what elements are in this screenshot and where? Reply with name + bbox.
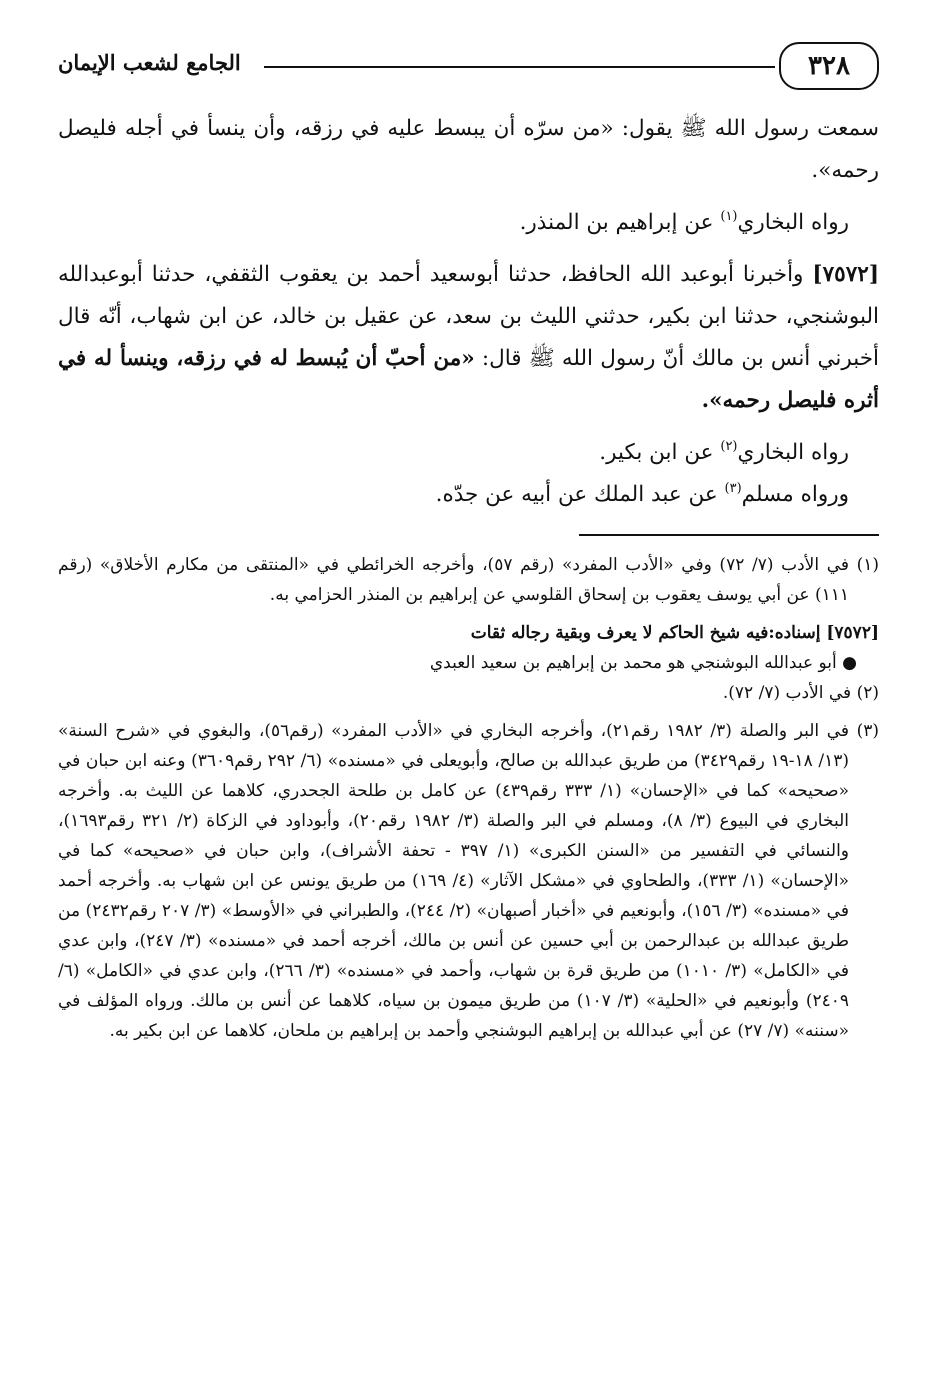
page-header	[58, 38, 879, 108]
bullet-icon: ●	[836, 653, 857, 673]
narration-bukhari-1	[58, 202, 879, 244]
narration-bukhari-2	[58, 432, 879, 474]
isnad-note: [٧٥٧٢] إسناده:فيه شيخ الحاكم لا يعرف وبقية رجاله ثقات	[470, 623, 879, 643]
page-number: ٣٢٨	[779, 42, 879, 90]
narration-text: عن إبراهيم بن المنذر.	[519, 210, 721, 235]
narration-text: عن عبد الملك عن أبيه عن جدّه.	[435, 482, 725, 507]
narration-muslim	[58, 474, 879, 516]
hadith-number: [٧٥٧٢]	[812, 262, 879, 287]
narration-text: رواه البخاري	[737, 210, 849, 235]
header-rule	[264, 66, 775, 68]
footnote-ref-3: (٣)	[724, 481, 742, 496]
footnote-3: (٣) في البر والصلة (٣/ ١٩٨٢ رقم٢١)، وأخرجه البخاري في «الأدب المفرد» (رقم٥٦)، والبغوي في «شرح السنة» (١٣/ ١٨-١٩ رقم٣٤٢٩) من طريق عبدالله بن صالح، وأبويعلى في «مسنده» (٦/ ٢٩٢ رقم٣٦٠٩) وعنه ابن حبان في «صحيحه» كما في «الإحسان» (١/ ٣٣٣ رقم٤٣٩) عن كامل بن طلحة الجحدري، كلاهما عن الليث به. وأخرجه البخاري في البيوع (٣/ ٨)، ومسلم في البر والصلة (٣/ ١٩٨٢ رقم٢٠)، وأبوداود في الزكاة (٢/ ٣٢١ رقم١٦٩٣)، والنسائي في التفسير من «السنن الكبرى» (١/ ٣٩٧ - تحفة الأشراف)، وابن حبان في «صحيحه» كما في «الإحسان» (١/ ٣٣٣)، والطحاوي في «مشكل الآثار» (٤/ ١٦٩) من طريق يونس عن ابن شهاب به. وأخرجه أحمد في «مسنده» (٣/ ١٥٦)، وأبونعيم في «أخبار أصبهان» (٢/ ٢٤٤)، والطبراني في «الأوسط» (٣/ ٢٠٧ رقم٢٤٣٢) من طريق عبدالله بن عبدالرحمن بن أبي حسين عن أنس بن مالك، أخرجه أحمد في «مسنده» (٣/ ٢٤٧)، وابن عدي في «الكامل» (٣/ ١٠١٠) من طريق قرة بن شهاب، وأحمد في «مسنده» (٣/ ٢٦٦)، وابن عدي في «الكامل» (٦/ ٢٤٠٩) وأبونعيم في «الحلية» (٣/ ١٠٧) من طريق ميمون بن سياه، كلاهما عن أنس بن مالك. ورواه المؤلف في «سننه» (٧/ ٢٧) عن أبي عبدالله بن إبراهيم البوشنجي وأحمد بن إبراهيم بن ملحان، كلاهما عن ابن بكير به.	[58, 721, 879, 1041]
footnote-ref-1: (١)	[720, 209, 738, 224]
hadith-quote: «من أحبّ أن يُبسط له في رزقه، وينسأ له في أثره فليصل رحمه».	[58, 346, 879, 413]
narration-text: عن ابن بكير.	[599, 440, 721, 465]
main-text	[58, 108, 879, 516]
hadith-text-continued: سمعت رسول الله ﷺ يقول: «من سرّه أن يبسط عليه في رزقه، وأن ينسأ في أجله فليصل رحمه».	[58, 116, 879, 183]
footnote-1: (١) في الأدب (٧/ ٧٢) وفي «الأدب المفرد» (رقم ٥٧)، وأخرجه الخرائطي في «المنتقى من مكارم الأخلاق» (رقم ١١١) عن أبي يوسف يعقوب بن إسحاق القلوسي عن إبراهيم بن المنذر الحزامي به.	[58, 555, 880, 605]
narration-text: ورواه مسلم	[741, 482, 849, 507]
book-title: الجامع لشعب الإيمان	[58, 50, 241, 75]
footnote-ref-2: (٢)	[720, 439, 738, 454]
hadith-7572	[58, 254, 879, 422]
bullet-text: أبو عبدالله البوشنجي هو محمد بن إبراهيم بن سعيد العبدي	[429, 653, 837, 673]
bullet-note	[58, 648, 879, 678]
footnotes	[58, 550, 879, 1046]
footnote-separator	[579, 534, 879, 536]
footnote-2: (٢) في الأدب (٧/ ٧٢).	[722, 683, 879, 703]
hadith-chain: وأخبرنا أبوعبد الله الحافظ، حدثنا أبوسعيد أحمد بن يعقوب الثقفي، حدثنا أبوعبدالله البوشنجي، حدثنا ابن بكير، حدثني الليث بن سعد، عن عقيل بن خالد، عن ابن شهاب، أنّه قال أخبرني أنس بن مالك أنّ رسول الله ﷺ قال:	[58, 262, 879, 371]
narration-text: رواه البخاري	[737, 440, 849, 465]
